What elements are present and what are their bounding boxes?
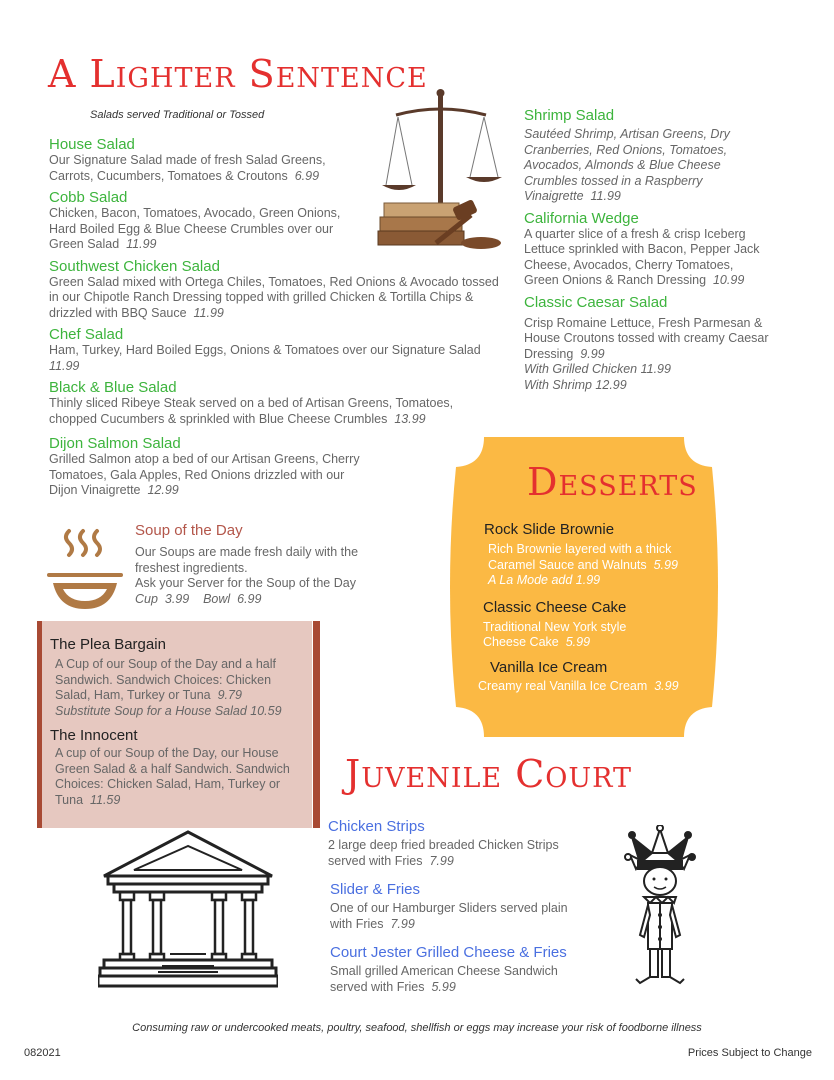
item-desc: Sautéed Shrimp, Artisan Greens, Dry Cranberries, Red Onions, Tomatoes, Avocados, Almonds & Blue Cheese Crumbles tossed in a Raspberry Vinaigrette (524, 127, 730, 203)
menu-item (328, 881, 593, 932)
item-name: Court Jester Grilled Cheese & Fries (330, 944, 567, 961)
menu-item (49, 189, 379, 253)
item-price: 11.99 (193, 305, 224, 320)
item-price: 12.99 (147, 483, 179, 497)
item-name: Classic Cheese Cake (483, 598, 627, 616)
item-name: Chef Salad (49, 326, 124, 343)
soup-bowl-icon (45, 525, 125, 613)
item-desc: Ham, Turkey, Hard Boiled Eggs, Onions & Tomatoes over our Signature Salad (49, 343, 481, 357)
combo-name: The Innocent (50, 727, 138, 744)
item-price: 13.99 (394, 411, 426, 426)
price-notice: Prices Subject to Change (687, 1047, 812, 1059)
item-name: Shrimp Salad (524, 107, 615, 124)
item-name: Dijon Salmon Salad (49, 435, 181, 452)
combo-extra: Substitute Soup for a House Salad 10.59 (55, 703, 282, 718)
item-desc: Chicken, Bacon, Tomatoes, Avocado, Green Onions, Hard Boiled Egg & Blue Cheese Crumbles over our Green Salad (49, 206, 341, 251)
menu-code: 082021 (24, 1047, 61, 1059)
item-desc: Crisp Romaine Lettuce, Fresh Parmesan & House Croutons tossed with creamy Caesar Dressing (524, 315, 769, 361)
item-name: California Wedge (524, 209, 639, 227)
item-name: Vanilla Ice Cream (490, 658, 608, 676)
item-desc: Green Salad mixed with Ortega Chiles, Tomatoes, Red Onions & Avocado tossed in our Chipotle Ranch Dressing topped with grilled Chicken & Tortilla Chips & drizzled with BBQ Sauce (49, 274, 499, 320)
item-name: House Salad (49, 136, 135, 153)
item-option: With Grilled Chicken 11.99 (524, 362, 671, 376)
item-desc: 2 large deep fried breaded Chicken Strips served with Fries (328, 838, 559, 868)
combo-price: 11.59 (89, 792, 121, 807)
food-safety-warning: Consuming raw or undercooked meats, poultry, seafood, shellfish or eggs may increase your risk of foodborne illness (132, 1022, 702, 1034)
dessert-item (478, 521, 718, 589)
dessert-item (478, 599, 718, 651)
item-desc: A quarter slice of a fresh & crisp Iceberg Lettuce sprinkled with Bacon, Pepper Jack Cheese, Avocados, Cherry Tomatoes, Green Onions & Ranch Dressing (524, 226, 760, 287)
menu-item (524, 210, 769, 289)
menu-item (49, 326, 489, 374)
menu-item (524, 294, 769, 394)
item-desc: Our Signature Salad made of fresh Salad Greens, Carrots, Cucumbers, Tomatoes & Croutons (49, 153, 326, 183)
item-price: 7.99 (429, 853, 454, 868)
item-desc: Small grilled American Cheese Sandwich served with Fries (330, 964, 558, 994)
juvenile-list (328, 818, 593, 1000)
menu-item (49, 435, 379, 499)
soup-line2: Ask your Server for the Soup of the Day (135, 576, 356, 590)
combo-box (37, 621, 312, 828)
item-price: 10.99 (712, 273, 745, 287)
salads-subtitle: Salads served Traditional or Tossed (90, 109, 265, 121)
soup-block (135, 522, 375, 607)
desserts-title: Desserts (527, 460, 698, 504)
courthouse-icon (98, 828, 278, 990)
menu-item (524, 107, 769, 205)
menu-item (328, 818, 593, 869)
item-desc: One of our Hamburger Sliders served plain with Fries (330, 901, 568, 931)
item-price: 11.99 (590, 189, 621, 203)
item-name: Southwest Chicken Salad (49, 257, 220, 275)
juvenile-title: Juvenile Court (345, 752, 633, 796)
menu-item (328, 944, 610, 995)
item-name: Cobb Salad (49, 189, 128, 206)
item-option: With Shrimp 12.99 (524, 377, 627, 392)
menu-item (49, 379, 489, 427)
item-price: 3.99 (654, 678, 679, 693)
item-price: 5.99 (565, 635, 591, 649)
menu-item (49, 258, 509, 322)
combo-name: The Plea Bargain (50, 636, 166, 653)
item-desc: Rich Brownie layered with a thick Caramel Sauce and Walnuts (488, 542, 672, 572)
item-desc: Creamy real Vanilla Ice Cream (478, 678, 648, 693)
court-jester-icon (622, 825, 697, 990)
combo-desc: A Cup of our Soup of the Day and a half Sandwich. Sandwich Choices: Chicken Salad, Ham, Turkey or Tuna (55, 657, 276, 702)
combo-desc: A cup of our Soup of the Day, our House Green Salad & a half Sandwich. Sandwich Choices: Chicken Salad, Ham, Turkey or Tuna (55, 746, 290, 807)
item-name: Classic Caesar Salad (524, 293, 668, 311)
item-price: 9.99 (580, 346, 605, 361)
item-name: Chicken Strips (328, 818, 425, 835)
item-price: 6.99 (294, 168, 320, 183)
soup-prices: Cup 3.99 Bowl 6.99 (135, 591, 262, 606)
item-name: Rock Slide Brownie (484, 521, 615, 538)
right-salad-list (524, 107, 769, 398)
item-desc: Traditional New York style Cheese Cake (483, 619, 627, 649)
item-price: 5.99 (431, 979, 456, 994)
item-desc: Grilled Salmon atop a bed of our Artisan Greens, Cherry Tomatoes, Gala Apples, Red Onions drizzled with our Dijon Vinaigrette (49, 452, 360, 497)
item-price: 11.99 (126, 237, 157, 251)
dessert-item (478, 659, 718, 695)
item-price: 11.99 (49, 358, 80, 373)
item-price: 7.99 (390, 916, 415, 931)
item-extra: A La Mode add 1.99 (488, 573, 601, 587)
salads-title: A Lighter Sentence (48, 52, 428, 96)
soup-title: Soup of the Day (135, 522, 243, 539)
item-name: Black & Blue Salad (49, 379, 177, 396)
menu-item (49, 136, 379, 184)
dessert-list (478, 521, 718, 699)
combo-bar-left (37, 621, 42, 828)
scales-of-justice-icon (376, 85, 506, 255)
soup-line1: Our Soups are made fresh daily with the freshest ingredients. (135, 545, 359, 575)
item-name: Slider & Fries (330, 881, 421, 898)
item-price: 5.99 (653, 557, 678, 572)
combo-price: 9.79 (217, 688, 242, 702)
left-salad-list (49, 136, 499, 504)
combo-bar-right (313, 621, 320, 828)
item-desc: Thinly sliced Ribeye Steak served on a bed of Artisan Greens, Tomatoes, chopped Cucumbers & sprinkled with Blue Cheese Crumbles (49, 396, 454, 426)
